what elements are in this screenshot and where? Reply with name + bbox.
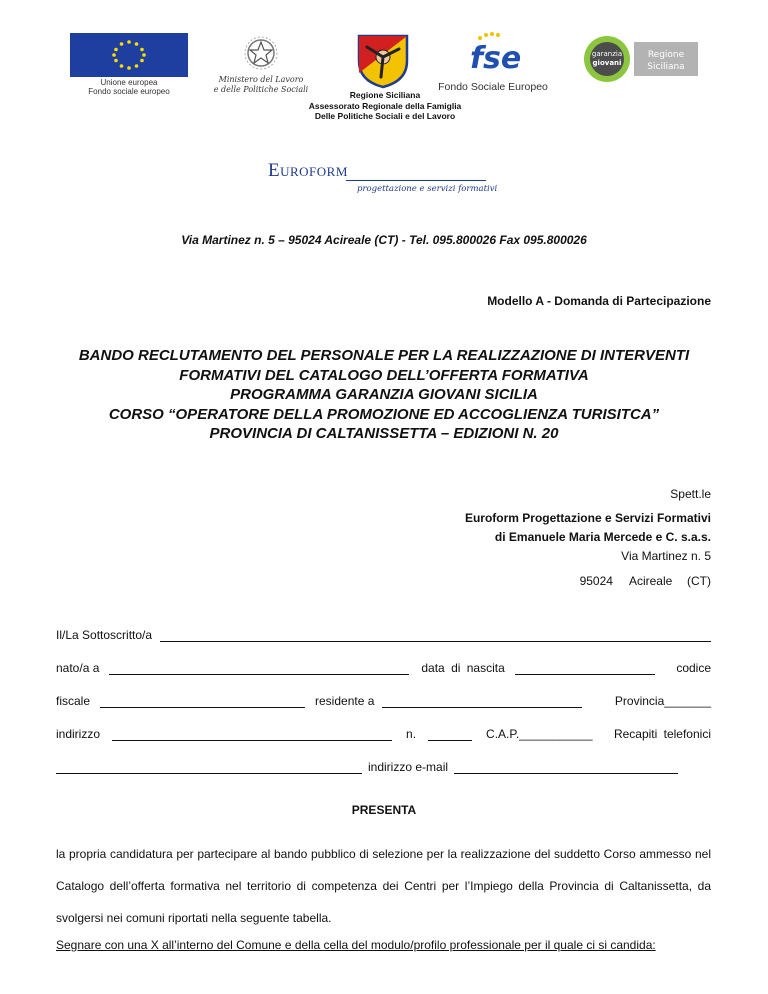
fse-logo (432, 30, 554, 92)
trinacria-shield-icon (355, 33, 411, 89)
label-data-nascita: data di nascita (421, 661, 505, 675)
label-nato: nato/a a (56, 661, 100, 675)
label-sottoscritto: Il/La Sottoscritto/a (56, 628, 153, 642)
label-provincia: Provincia_______ (614, 694, 711, 708)
field-row-email (56, 760, 711, 774)
regione-heading (270, 90, 500, 122)
bando-line-5: PROVINCIA DI CALTANISSETTA – EDIZIONI N. 20 (209, 425, 559, 442)
address-line: Via Martinez n. 5 – 95024 Acireale (CT) - Tel. 095.800026 Fax 095.800026 (181, 233, 587, 247)
bando-line-1: BANDO RECLUTAMENTO DEL PERSONALE PER LA REALIZZAZIONE DI INTERVENTI (78, 347, 690, 364)
presenta-heading: PRESENTA (351, 803, 417, 817)
garanzia-giovani-badge-icon (582, 34, 702, 84)
recipient-street: Via Martinez n. 5 (621, 549, 711, 563)
input-indirizzo[interactable] (112, 728, 392, 741)
regione-line-2: Assessorato Regionale della Famiglia (308, 100, 462, 111)
recipient-city: Acireale (628, 574, 673, 588)
fse-mark-icon (432, 30, 554, 78)
euroform-title (268, 160, 348, 182)
recipient-spett: Spett.le (670, 487, 711, 501)
eu-caption-2: Fondo sociale europeo (88, 87, 170, 96)
modello-title: Modello A - Domanda di Partecipazione (487, 294, 711, 308)
svg-text:Siciliana: Siciliana (647, 62, 685, 72)
recipient-cap: 95024 (579, 574, 613, 588)
input-email[interactable] (454, 761, 678, 774)
input-residenza[interactable] (382, 695, 582, 708)
regione-line-3: Delle Politiche Sociali e del Lavoro (314, 111, 456, 121)
svg-text:Regione: Regione (647, 50, 685, 60)
input-codice-fiscale[interactable] (100, 695, 305, 708)
euroform-title-text: Euroform (268, 160, 348, 181)
bando-title (60, 346, 708, 444)
field-row-sottoscritto (56, 628, 711, 642)
input-sottoscritto[interactable] (160, 629, 711, 642)
sicilia-logo (355, 33, 411, 89)
label-fiscale: fiscale (56, 694, 91, 708)
euroform-subtitle: progettazione e servizi formativi (357, 184, 498, 194)
label-residente: residente a (315, 694, 375, 708)
input-data-nascita[interactable] (515, 662, 655, 675)
label-recapiti: Recapiti telefonici (613, 727, 711, 741)
field-row-residenza (56, 694, 711, 708)
label-email: indirizzo e-mail (368, 760, 449, 774)
garanzia-giovani-logo (582, 34, 702, 84)
euroform-divider (346, 180, 486, 181)
bando-line-3: PROGRAMMA GARANZIA GIOVANI SICILIA (230, 386, 538, 403)
input-telefono[interactable] (56, 761, 362, 774)
eu-flag-icon (70, 33, 188, 77)
eu-logo (70, 33, 188, 95)
ministero-caption-2: e delle Politiche Sociali (213, 85, 309, 94)
label-cap: C.A.P.___________ (486, 727, 593, 741)
field-row-nascita (56, 661, 711, 675)
bando-line-4: CORSO “OPERATORE DELLA PROMOZIONE ED ACCOGLIENZA TURISITCA” (108, 405, 660, 423)
field-row-indirizzo (56, 727, 711, 741)
input-numero[interactable] (428, 728, 472, 741)
instruction-line: Segnare con una X all’interno del Comune e della cella del modulo/profilo professionale per il quale ci si candida: (56, 938, 656, 952)
recipient-name-2: di Emanuele Maria Mercede e C. s.a.s. (494, 530, 711, 544)
recipient-name-1: Euroform Progettazione e Servizi Formativi (464, 511, 711, 525)
input-luogo-nascita[interactable] (109, 662, 409, 675)
ministero-caption-1: Ministero del Lavoro (218, 75, 304, 84)
label-numero: n. (406, 727, 417, 741)
svg-text:garanzia: garanzia (591, 50, 623, 58)
recipient-city-line (580, 574, 711, 588)
regione-line-1: Regione Siciliana (349, 90, 421, 100)
body-paragraph: la propria candidatura per partecipare al bando pubblico di selezione per la realizzazione del suddetto Corso ammesso nel Catalogo dell’offerta formativa nel territorio di competenza dei Centri per l’Impiego della Provincia di Caltanissetta, da svolgersi nei comuni riportati nella seguente tabella. (56, 847, 711, 925)
fse-caption: Fondo Sociale Europeo (438, 81, 548, 93)
italian-emblem-icon (243, 36, 279, 70)
recipient-prov: (CT) (687, 574, 711, 588)
svg-text:giovani: giovani (592, 59, 622, 67)
label-indirizzo: indirizzo (56, 727, 101, 741)
bando-line-2: FORMATIVI DEL CATALOGO DELL’OFFERTA FORMATIVA (179, 366, 589, 384)
label-codice: codice (676, 661, 711, 675)
fse-mark-text: fse (470, 41, 522, 76)
eu-caption-1: Unione europea (100, 78, 158, 87)
ministero-logo (212, 36, 310, 96)
